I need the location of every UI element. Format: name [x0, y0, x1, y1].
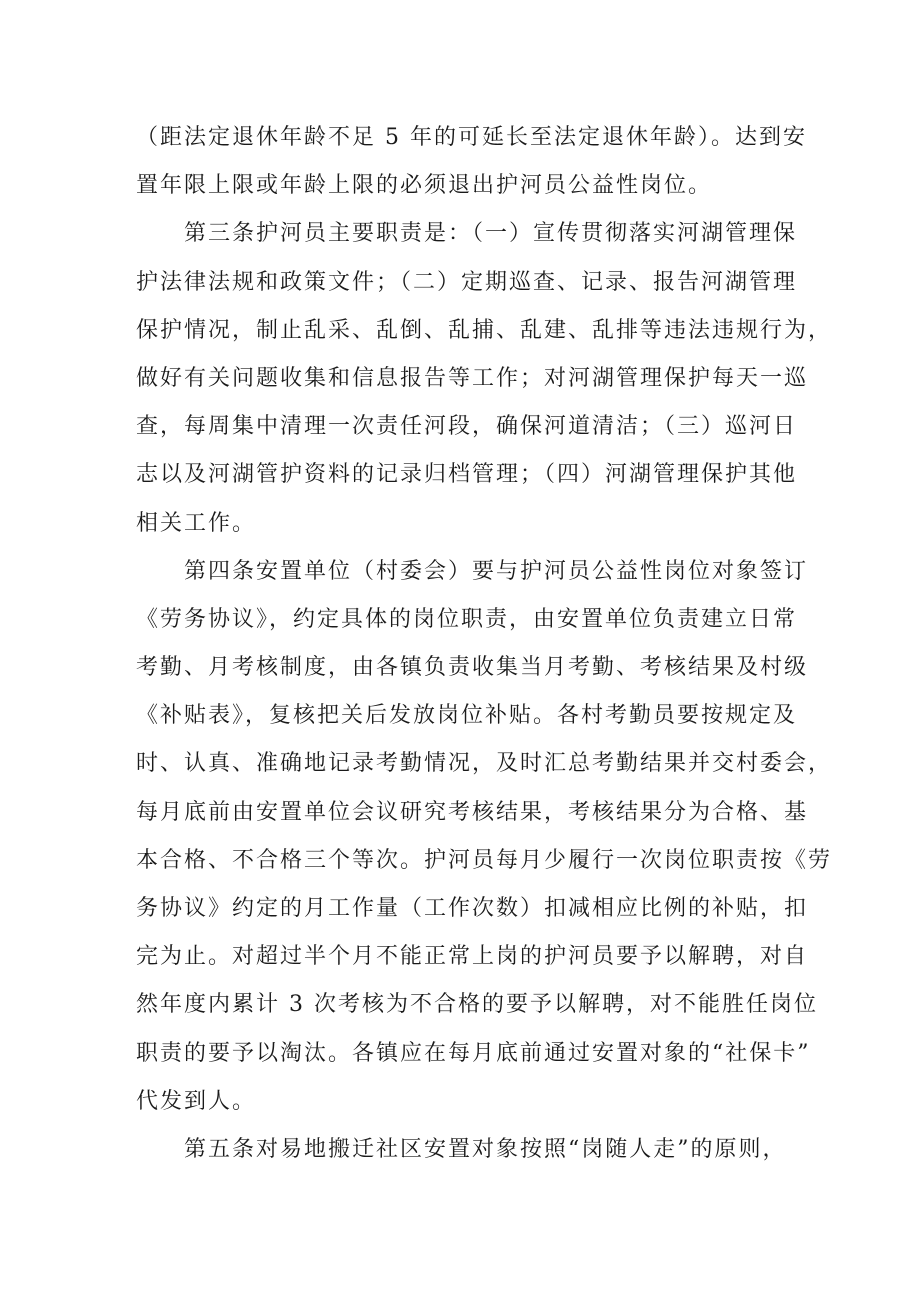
text-line: 完为止。对超过半个月不能正常上岗的护河员要予以解聘，对自 — [136, 944, 809, 970]
text-line: 然年度内累计 3 次考核为不合格的要予以解聘，对不能胜任岗位 — [136, 992, 818, 1018]
text-line: 护法律法规和政策文件；（二）定期巡查、记录、报告河湖管理 — [136, 269, 798, 295]
text-line: 务协议》约定的月工作量（工作次数）扣减相应比例的补贴，扣 — [136, 896, 809, 921]
text-line: 保护情况，制止乱采、乱倒、乱捕、乱建、乱排等违法违规行为， — [136, 317, 833, 343]
text-line: 第四条安置单位（村委会）要与护河员公益性岗位对象签订 — [184, 558, 809, 584]
paragraph-continuation — [136, 114, 807, 210]
paragraph-article-3 — [136, 210, 833, 547]
text-line: 查，每周集中清理一次责任河段，确保河道清洁；（三）巡河日 — [136, 414, 798, 440]
text-line: 考勤、月考核制度，由各镇负责收集当月考勤、考核结果及村级 — [136, 655, 809, 681]
text-line: 置年限上限或年龄上限的必须退出护河员公益性岗位。 — [136, 173, 713, 199]
document-body — [136, 114, 833, 1174]
text-line: （距法定退休年龄不足 5 年的可延长至法定退休年龄）。达到安 — [136, 125, 807, 150]
text-line: 每月底前由安置单位会议研究考核结果，考核结果分为合格、基 — [136, 799, 809, 825]
text-line: 相关工作。 — [136, 510, 257, 536]
text-line: 做好有关问题收集和信息报告等工作；对河湖管理保护每天一巡 — [136, 365, 809, 391]
text-line: 第五条对易地搬迁社区安置对象按照“岗随人走”的原则， — [184, 1136, 787, 1162]
text-line: 时、认真、准确地记录考勤情况，及时汇总考勤结果并交村委会， — [136, 751, 833, 777]
text-line: 本合格、不合格三个等次。护河员每月少履行一次岗位职责按《劳 — [136, 847, 833, 873]
paragraph-article-5 — [136, 1126, 796, 1174]
text-line: 代发到人。 — [136, 1088, 257, 1114]
paragraph-article-4 — [136, 548, 833, 1126]
text-line: 志以及河湖管护资料的记录归档管理；（四）河湖管理保护其他 — [136, 462, 798, 488]
text-line: 职责的要予以淘汰。各镇应在每月底前通过安置对象的“社保卡” — [136, 1040, 811, 1066]
text-line: 第三条护河员主要职责是：（一）宣传贯彻落实河湖管理保 — [184, 221, 798, 247]
text-line: 《劳务协议》，约定具体的岗位职责，由安置单位负责建立日常 — [136, 606, 798, 632]
text-line: 《补贴表》，复核把关后发放岗位补贴。各村考勤员要按规定及 — [136, 703, 798, 729]
